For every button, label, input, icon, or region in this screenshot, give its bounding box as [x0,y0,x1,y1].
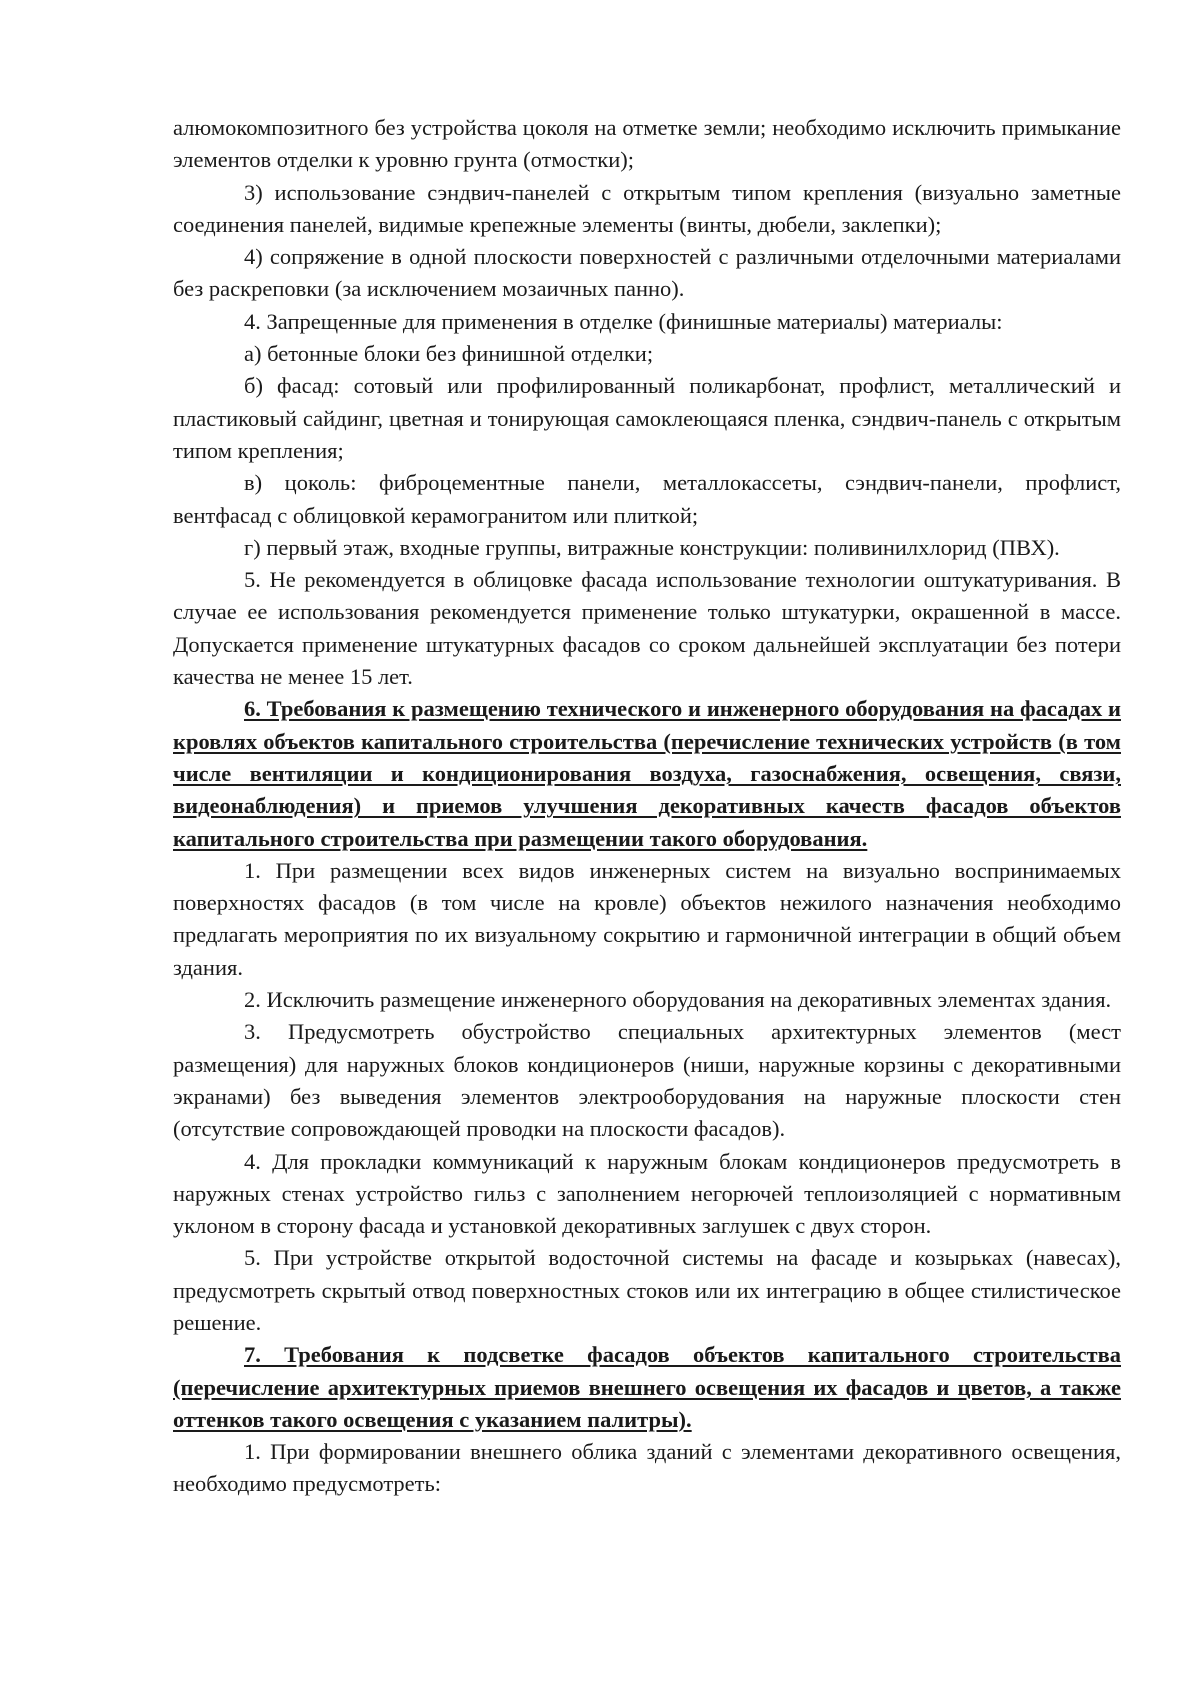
section-heading-6-equipment: 6. Требования к размещению технического и инженерного оборудования на фасадах и кровлях объектов капитального строительства (перечисление технических устройств (в том числе вентиляции и кондиционирования воздуха, газоснабжения, освещения, связи, видеонаблюдения) и приемов улучшения декоративных качеств фасадов объектов капитального строительства при размещении такого оборудования. [173,696,1121,851]
section-heading-7-lighting: 7. Требования к подсветке фасадов объектов капитального строительства (перечисление архитектурных приемов внешнего освещения их фасадов и цветов, а также оттенков такого освещения с указанием палитры). [173,1342,1121,1432]
paragraph-item-g-first-floor: г) первый этаж, входные группы, витражные конструкции: поливинилхлорид (ПВХ). [244,534,1060,560]
paragraph-6-3-air-conditioner-places: 3. Предусмотреть обустройство специальных архитектурных элементов (мест размещения) для наружных блоков кондиционеров (ниши, наружные корзины с декоративными экранами) без выведения элементов электрооборудования на наружные плоскости стен (отсутствие сопровождающей проводки на плоскости фасадов). [173,1019,1121,1142]
paragraph-6-2-decorative-elements: 2. Исключить размещение инженерного оборудования на декоративных элементах здания. [244,987,1112,1013]
paragraph-item-4-surface-joining: 4) сопряжение в одной плоскости поверхностей с различными отделочными материалами без раскреповки (за исключением мозаичных панно). [173,244,1121,302]
paragraph-item-a-concrete-blocks: а) бетонные блоки без финишной отделки; [244,341,654,367]
paragraph-item-b-facade: б) фасад: сотовый или профилированный поликарбонат, профлист, металлический и пластиковый сайдинг, цветная и тонирующая самоклеющаяся пленка, сэндвич-панель с открытым типом крепления; [173,373,1121,463]
paragraph-item-v-plinth: в) цоколь: фиброцементные панели, металлокассеты, сэндвич-панели, профлист, вентфасад с облицовкой керамогранитом или плиткой; [173,470,1121,528]
document-page [173,112,1121,1501]
paragraph-6-5-drainage: 5. При устройстве открытой водосточной системы на фасаде и козырьках (навесах), предусмотреть скрытый отвод поверхностных стоков или их интеграцию в общее стилистическое решение. [173,1245,1121,1335]
paragraph-6-4-communications: 4. Для прокладки коммуникаций к наружным блокам кондиционеров предусмотреть в наружных стенах устройство гильз с заполнением негорючей теплоизоляцией с нормативным уклоном в сторону фасада и установкой декоративных заглушек с двух сторон. [173,1148,1121,1239]
paragraph-section-5-plastering: 5. Не рекомендуется в облицовке фасада использование технологии оштукатуривания. В случае ее использования рекомендуется применение только штукатурки, окрашенной в массе. Допускается применение штукатурных фасадов со сроком дальнейшей эксплуатации без потери качества не менее 15 лет. [173,567,1121,690]
paragraph-item-3-sandwich-panels: 3) использование сэндвич-панелей с открытым типом крепления (визуально заметные соединения панелей, видимые крепежные элементы (винты, дюбели, заклепки); [173,179,1121,237]
paragraph-7-1-decorative-lighting: 1. При формировании внешнего облика зданий с элементами декоративного освещения, необходимо предусмотреть: [173,1439,1121,1497]
paragraph-6-1-engineering-systems: 1. При размещении всех видов инженерных систем на визуально воспринимаемых поверхностях фасадов (в том числе на кровле) объектов нежилого назначения необходимо предлагать мероприятия по их визуальному сокрытию и гармоничной интеграции в общий объем здания. [173,857,1121,980]
paragraph-facade-continuation: алюмокомпозитного без устройства цоколя на отметке земли; необходимо исключить примыкание элементов отделки к уровню грунта (отмостки); [173,115,1121,173]
paragraph-section-4-prohibited-materials: 4. Запрещенные для применения в отделке (финишные материалы) материалы: [244,308,1003,334]
